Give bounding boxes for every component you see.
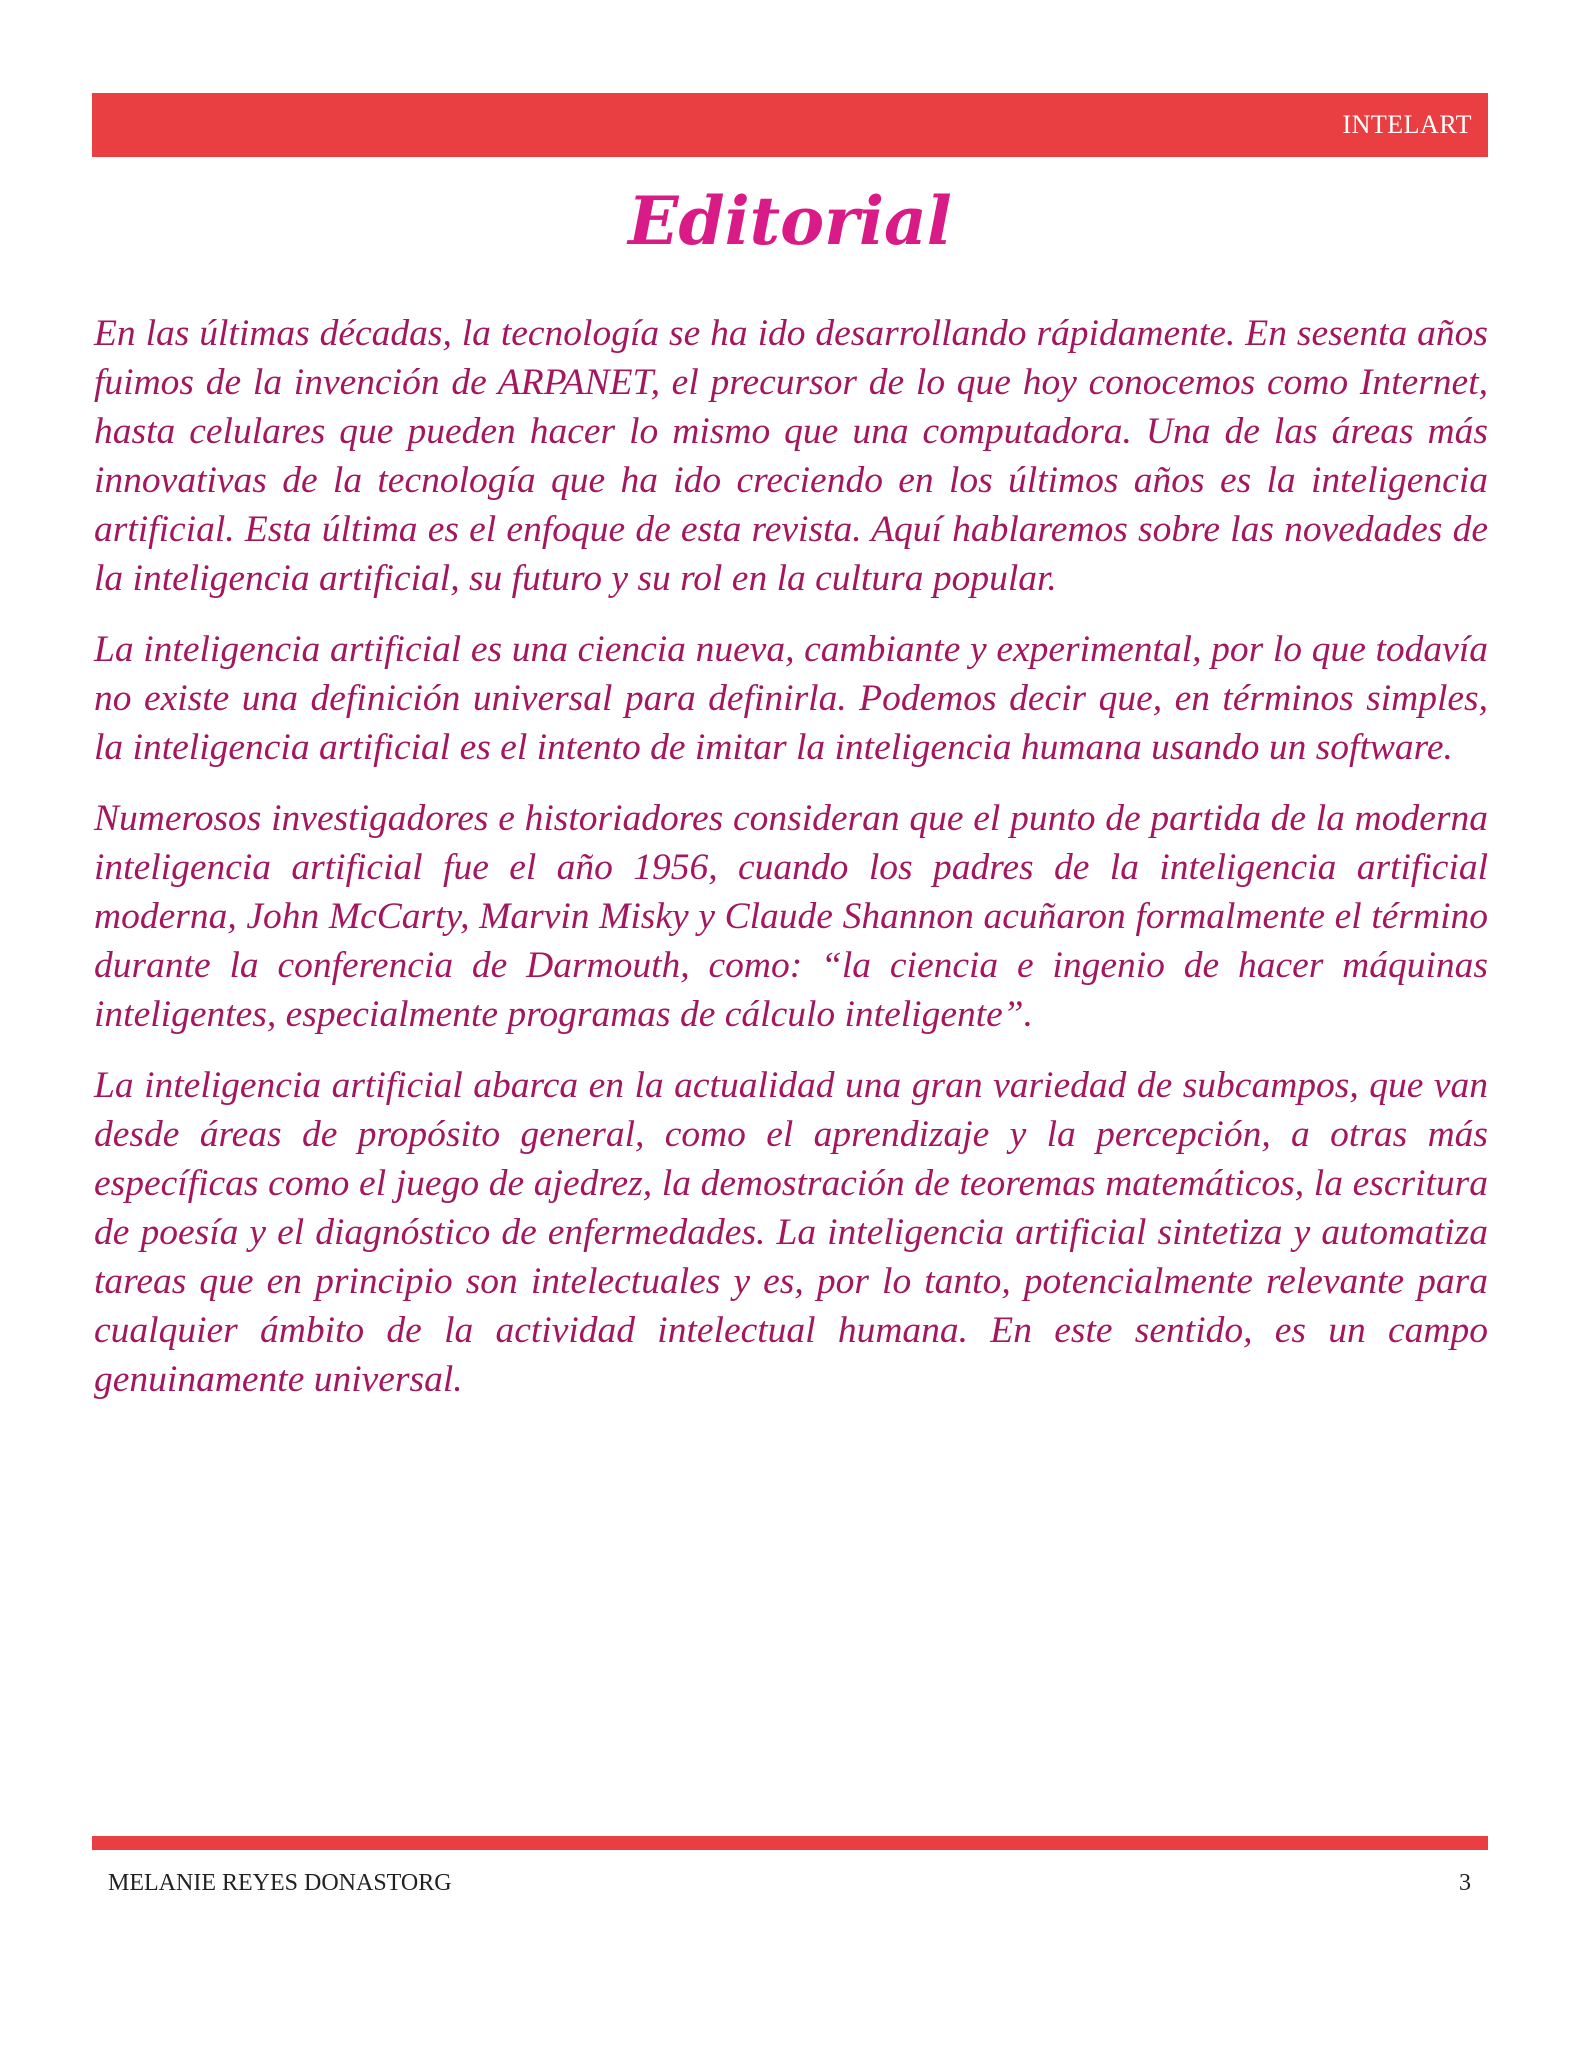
footer-bar <box>92 1836 1488 1850</box>
header-bar <box>92 93 1488 157</box>
paragraph: Numerosos investigadores e historiadores consideran que el punto de partida de la moderna inteligencia artificial fue el año 1956, cuando los padres de la inteligencia artificial moderna, John McCarty, Marvin Misky y Claude Shannon acuñaron formalmente el término durante la conferencia de Darmouth, como: “la ciencia e ingenio de hacer máquinas inteligentes, especialmente programas de cálculo inteligente”. <box>94 798 1488 1035</box>
article-body <box>94 309 1488 1426</box>
magazine-name: INTELART <box>1342 110 1472 139</box>
paragraph: La inteligencia artificial abarca en la actualidad una gran variedad de subcampos, que van desde áreas de propósito general, como el aprendizaje y la percepción, a otras más específicas como el juego de ajedrez, la demostración de teoremas matemáticos, la escritura de poesía y el diagnóstico de enfermedades. La inteligencia artificial sintetiza y automatiza tareas que en principio son intelectuales y es, por lo tanto, potencialmente relevante para cualquier ámbito de la actividad intelectual humana. En este sentido, es un campo genuinamente universal. <box>94 1065 1488 1400</box>
page-title: Editorial <box>628 182 952 260</box>
page-number: 3 <box>1459 1870 1471 1896</box>
paragraph: En las últimas décadas, la tecnología se ha ido desarrollando rápidamente. En sesenta años fuimos de la invención de ARPANET, el precursor de lo que hoy conocemos como Internet, hasta celulares que pueden hacer lo mismo que una computadora. Una de las áreas más innovativas de la tecnología que ha ido creciendo en los últimos años es la inteligencia artificial. Esta última es el enfoque de esta revista. Aquí hablaremos sobre las novedades de la inteligencia artificial, su futuro y su rol en la cultura popular. <box>94 313 1488 599</box>
paragraph: La inteligencia artificial es una ciencia nueva, cambiante y experimental, por lo que todavía no existe una definición universal para definirla. Podemos decir que, en términos simples, la inteligencia artificial es el intento de imitar la inteligencia humana usando un software. <box>94 629 1488 768</box>
footer-author: MELANIE REYES DONASTORG <box>108 1870 452 1896</box>
